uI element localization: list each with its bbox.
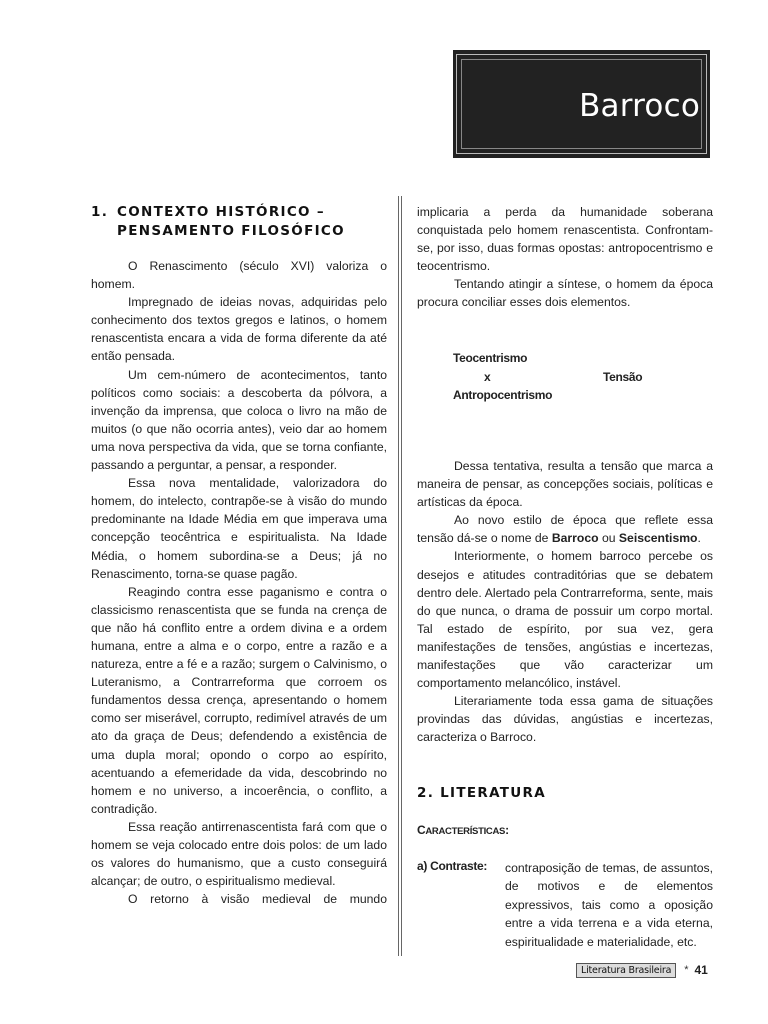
paragraph: [417, 511, 713, 547]
right-column-middle: [417, 457, 713, 747]
chapter-title-box: [453, 50, 710, 158]
conjunction: ou: [598, 531, 619, 546]
characteristics-colon: :: [505, 823, 509, 837]
contrast-text: contraposição de temas, de assuntos, de motivos e de elementos expressivos, tais como a oposição entre a vida terrena e a vida eterna, espiritualidade e materialidade, etc.: [505, 861, 713, 949]
paragraph: O Renascimento (século XVI) valoriza o homem.: [91, 259, 387, 292]
paragraph: Essa nova mentalidade, valorizadora do homem, do intelecto, contrapõe-se à visão do mundo predominante na Idade Média em que imperava uma concepção teocêntrica e espiritualista. Na Idade Média, o homem subordina-se a Deus; já no Renascimento, torna-se quase pagão.: [91, 476, 387, 581]
column-divider: [398, 196, 402, 956]
section-2-heading: 2. LITERATURA: [417, 785, 546, 801]
paragraph: Impregnado de ideias novas, adquiridas pelo conhecimento dos textos gregos e latinos, o homem renascentista encara a vida de forma diferente da até então pensada.: [91, 295, 387, 364]
paragraph: Reagindo contra esse paganismo e contra o classicismo renascentista que se funda na crença de que não há conflito entre a ordem divina e a ordem humana, entre a alma e o corpo, entre a razão e a natureza, entre a fé e a razão; surgem o Calvinismo, o Luteranismo, a Contrarreforma que corroem os fundamentos dessa crença, apresentando o homem como ser miserável, corrupto, redimível através de um ato da graça de Deus; defendendo a existência de uma dupla moral; opondo o corpo ao espírito, acentuando a efemeridade da vida, descobrindo no homem e no universo, a incoerência, o conflito, a contradição.: [91, 584, 387, 816]
term-barroco: Barroco: [551, 531, 599, 546]
period: .: [697, 531, 701, 546]
characteristics-rest: ARACTERÍSTICAS: [425, 826, 506, 837]
section-1-number: 1.: [91, 204, 109, 220]
right-column-top: [417, 203, 713, 312]
paragraph: Dessa tentativa, resulta a tensão que marca a maneira de pensar, as concepções sociais, políticas e artísticas da época.: [417, 459, 713, 510]
section-1-title-line1: CONTEXTO HISTÓRICO –: [117, 204, 325, 220]
left-column: [91, 257, 387, 908]
paragraph: O retorno à visão medieval de mundo: [128, 892, 387, 907]
page-footer: [576, 962, 708, 978]
paragraph: implicaria a perda da humanidade soberana conquistada pelo homem renascentista. Confrontam-se, por isso, duas formas opostas: antropocentrismo e teocentrismo.: [417, 205, 713, 274]
section-1-title-line2: PENSAMENTO FILOSÓFICO: [117, 223, 345, 239]
tension-bottom-label: Antropocentrismo: [453, 388, 553, 402]
page-number: 41: [694, 963, 708, 977]
paragraph: Um cem-número de acontecimentos, tanto políticos como sociais: a descoberta da pólvora, a invenção da imprensa, que coloca o livro na mão de muitos (o que não ocorria antes), veio dar ao homem uma nova perspectiva da vida, que se torna confiante, passando a perguntar, a pensar, a responder.: [91, 367, 387, 473]
paragraph-text: Ao novo estilo de época que reflete essa tensão dá-se o nome de: [417, 513, 713, 546]
paragraph: Essa reação antirrenascentista fará com que o homem se veja colocado entre dois polos: de um lado os valores do humanismo, que a custo conseguirá alcançar; de outro, o espiritualismo medieval.: [91, 819, 387, 889]
paragraph: Interiormente, o homem barroco percebe os desejos e atitudes contraditórias que se debatem dentro dele. Alertado pela Contrarreforma, sente, mais do que nunca, o drama de possuir um corpo mortal. Tal estado de espírito, por sua vez, gera manifestações de tensões, angústias e incertezas, manifestações que vão caracterizar um comportamento melancólico, instável.: [417, 549, 713, 691]
tension-top-label: Teocentrismo: [453, 351, 528, 365]
tension-diagram: [453, 349, 693, 405]
characteristics-heading: [417, 823, 509, 837]
characteristics-initial: C: [417, 823, 426, 837]
book-title-badge: Literatura Brasileira: [576, 963, 676, 978]
footer-star: *: [684, 964, 689, 976]
section-1-heading: [91, 203, 391, 241]
tension-x-mark: x: [484, 369, 491, 384]
paragraph: Literariamente toda essa gama de situações provindas das dúvidas, angústias e incertezas, caracteriza o Barroco.: [417, 694, 713, 745]
contrast-label: a) Contraste:: [417, 859, 488, 873]
chapter-title: Barroco: [579, 88, 700, 124]
paragraph: Tentando atingir a síntese, o homem da época procura conciliar esses dois elementos.: [417, 277, 713, 310]
tension-label: Tensão: [603, 369, 643, 384]
term-seiscentismo: Seiscentismo: [618, 531, 698, 546]
tension-middle-row: [453, 368, 693, 387]
